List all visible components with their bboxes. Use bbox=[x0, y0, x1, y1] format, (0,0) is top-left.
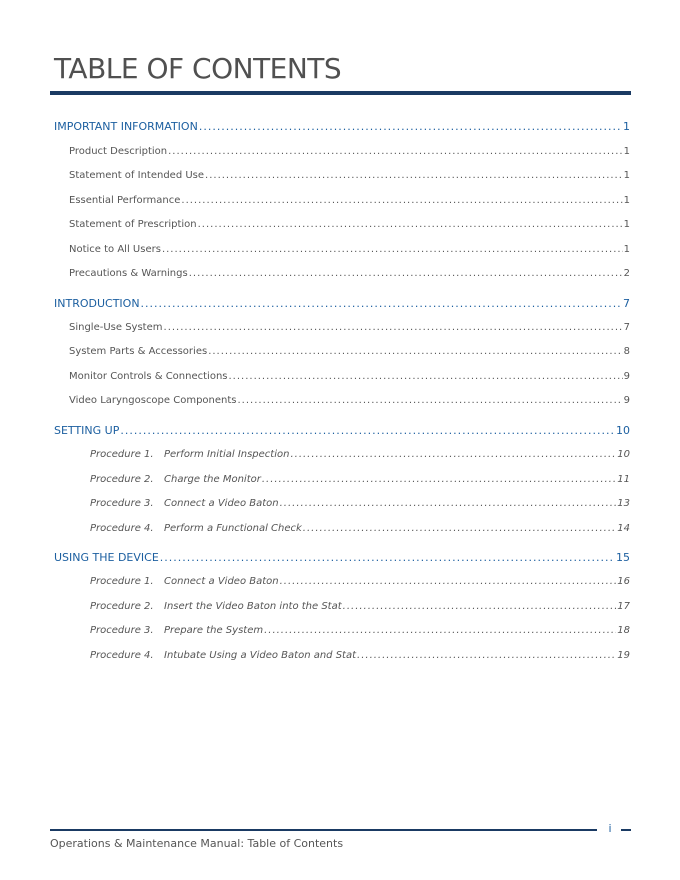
toc-page-number: 10 bbox=[616, 424, 630, 437]
toc-leader-dots bbox=[168, 144, 623, 160]
toc-section-important-information[interactable] bbox=[54, 119, 630, 135]
toc-item-monitor-controls-connections[interactable] bbox=[69, 369, 630, 385]
toc-item-label: Precautions & Warnings bbox=[69, 268, 188, 279]
toc-item-label: Notice to All Users bbox=[69, 244, 161, 255]
toc-procedure-label: Connect a Video Baton bbox=[164, 576, 279, 587]
toc-leader-dots bbox=[280, 496, 617, 512]
toc-leader-dots bbox=[303, 521, 616, 537]
toc-item-product-description[interactable] bbox=[69, 144, 630, 160]
toc-item-label: Statement of Prescription bbox=[69, 219, 197, 230]
toc-leader-dots bbox=[264, 623, 616, 639]
toc-leader-dots bbox=[120, 423, 615, 439]
footer-divider bbox=[50, 829, 597, 831]
toc-procedure-label: Intubate Using a Video Baton and Stat bbox=[164, 650, 357, 661]
toc-page-number: 13 bbox=[617, 498, 630, 509]
toc-page-number: 8 bbox=[623, 346, 630, 357]
toc-page-number: 7 bbox=[623, 322, 630, 333]
toc-page-number: 9 bbox=[623, 371, 630, 382]
toc-leader-dots bbox=[162, 242, 623, 258]
toc-item-video-laryngoscope-components[interactable] bbox=[69, 393, 630, 409]
toc-leader-dots bbox=[164, 320, 623, 336]
toc-page-number: 1 bbox=[623, 120, 630, 133]
toc-page-number: 7 bbox=[623, 297, 630, 310]
toc-page-number: 16 bbox=[617, 576, 630, 587]
toc-section-title: SETTING UP bbox=[54, 424, 120, 437]
toc-section-setting-up[interactable] bbox=[54, 423, 630, 439]
toc-page-number: 14 bbox=[617, 523, 630, 534]
toc-item-label: Essential Performance bbox=[69, 195, 181, 206]
page-title: TABLE OF CONTENTS bbox=[54, 52, 342, 85]
toc-procedure-number: Procedure 3. bbox=[90, 498, 154, 509]
toc-page-number: 1 bbox=[623, 146, 630, 157]
toc-item-precautions-warnings[interactable] bbox=[69, 266, 630, 282]
toc-procedure-label: Perform Initial Inspection bbox=[164, 449, 290, 460]
toc-leader-dots bbox=[357, 648, 616, 664]
toc-leader-dots bbox=[181, 193, 622, 209]
toc-leader-dots bbox=[343, 599, 617, 615]
toc-item-single-use-system[interactable] bbox=[69, 320, 630, 336]
toc-procedure-connect-a-video-baton[interactable] bbox=[90, 574, 630, 590]
toc-page-number: 1 bbox=[623, 170, 630, 181]
toc-procedure-charge-the-monitor[interactable] bbox=[90, 472, 630, 488]
toc-procedure-number: Procedure 4. bbox=[90, 523, 154, 534]
toc-item-essential-performance[interactable] bbox=[69, 193, 630, 209]
toc-page-number: 1 bbox=[623, 244, 630, 255]
toc-leader-dots bbox=[290, 447, 616, 463]
toc-item-system-parts-accessories[interactable] bbox=[69, 344, 630, 360]
toc-item-statement-of-intended-use[interactable] bbox=[69, 168, 630, 184]
footer-text: Operations & Maintenance Manual: Table of Contents bbox=[50, 837, 344, 850]
toc-leader-dots bbox=[198, 217, 623, 233]
toc-leader-dots bbox=[160, 550, 615, 566]
toc-procedure-perform-a-functional-check[interactable] bbox=[90, 521, 630, 537]
toc-procedure-connect-a-video-baton[interactable] bbox=[90, 496, 630, 512]
toc-leader-dots bbox=[262, 472, 616, 488]
toc-page-number: 15 bbox=[616, 551, 630, 564]
toc-procedure-number: Procedure 1. bbox=[90, 576, 154, 587]
toc-section-using-the-device[interactable] bbox=[54, 550, 630, 566]
toc-item-statement-of-prescription[interactable] bbox=[69, 217, 630, 233]
toc-section-title: INTRODUCTION bbox=[54, 297, 140, 310]
toc-item-label: Monitor Controls & Connections bbox=[69, 371, 228, 382]
toc-leader-dots bbox=[141, 296, 622, 312]
toc-procedure-insert-the-video-baton[interactable] bbox=[90, 599, 630, 615]
toc-leader-dots bbox=[238, 393, 623, 409]
toc-page-number: 10 bbox=[617, 449, 630, 460]
toc-page-number: 18 bbox=[617, 625, 630, 636]
toc-leader-dots bbox=[189, 266, 623, 282]
toc-procedure-label: Perform a Functional Check bbox=[164, 523, 302, 534]
toc-section-title: USING THE DEVICE bbox=[54, 551, 159, 564]
toc-procedure-number: Procedure 4. bbox=[90, 650, 154, 661]
toc-item-label: Product Description bbox=[69, 146, 168, 157]
toc-leader-dots bbox=[205, 168, 623, 184]
toc-leader-dots bbox=[280, 574, 617, 590]
toc-procedure-label: Prepare the System bbox=[164, 625, 264, 636]
toc-item-label: Single-Use System bbox=[69, 322, 163, 333]
toc-procedure-intubate-using-video-baton[interactable] bbox=[90, 648, 630, 664]
toc-page-number: 1 bbox=[623, 195, 630, 206]
toc-item-label: System Parts & Accessories bbox=[69, 346, 208, 357]
toc-leader-dots bbox=[199, 119, 622, 135]
toc-procedure-perform-initial-inspection[interactable] bbox=[90, 447, 630, 463]
footer-divider-tick bbox=[621, 829, 631, 831]
toc-leader-dots bbox=[208, 344, 622, 360]
toc-procedure-number: Procedure 3. bbox=[90, 625, 154, 636]
toc-procedure-number: Procedure 2. bbox=[90, 474, 154, 485]
toc-section-title: IMPORTANT INFORMATION bbox=[54, 120, 198, 133]
toc-procedure-number: Procedure 1. bbox=[90, 449, 154, 460]
toc-page-number: 19 bbox=[617, 650, 630, 661]
toc-page-number: 11 bbox=[617, 474, 630, 485]
toc-procedure-number: Procedure 2. bbox=[90, 601, 154, 612]
toc-item-label: Video Laryngoscope Components bbox=[69, 395, 237, 406]
toc-item-label: Statement of Intended Use bbox=[69, 170, 205, 181]
toc-procedure-label: Insert the Video Baton into the Stat bbox=[164, 601, 342, 612]
toc-page-number: 9 bbox=[623, 395, 630, 406]
toc-section-introduction[interactable] bbox=[54, 296, 630, 312]
toc-procedure-label: Connect a Video Baton bbox=[164, 498, 279, 509]
toc-page-number: 17 bbox=[617, 601, 630, 612]
toc-item-notice-to-all-users[interactable] bbox=[69, 242, 630, 258]
footer-page-number: i bbox=[608, 822, 612, 835]
toc-procedure-label: Charge the Monitor bbox=[164, 474, 261, 485]
toc-procedure-prepare-the-system[interactable] bbox=[90, 623, 630, 639]
toc-leader-dots bbox=[229, 369, 623, 385]
toc-page-number: 1 bbox=[623, 219, 630, 230]
toc-page-number: 2 bbox=[623, 268, 630, 279]
